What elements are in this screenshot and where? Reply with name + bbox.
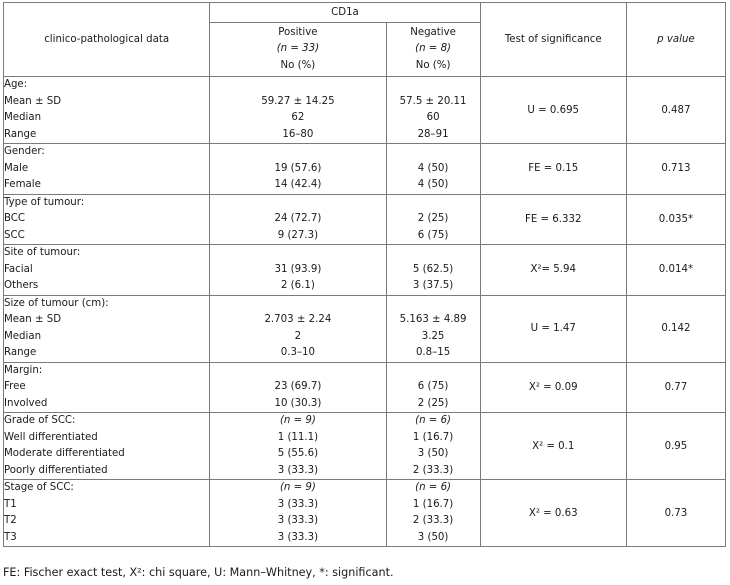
negative-value: 57.5 ± 20.11 bbox=[399, 95, 467, 107]
negative-value: 6 (75) bbox=[417, 381, 449, 392]
spacer bbox=[387, 363, 480, 380]
row-sublabel: Range bbox=[4, 347, 37, 358]
table-row bbox=[4, 413, 726, 480]
negative-n: (n = 8) bbox=[415, 43, 452, 55]
row-title: Site of tumour: bbox=[4, 247, 81, 258]
negative-values bbox=[386, 77, 480, 144]
row-labels bbox=[4, 194, 210, 245]
spacer bbox=[210, 363, 385, 380]
test-of-significance bbox=[480, 245, 626, 296]
negative-value: 5.163 ± 4.89 bbox=[399, 314, 467, 325]
negative-value: 5 (62.5) bbox=[412, 263, 454, 275]
positive-subgroup-n: (n = 9) bbox=[279, 482, 316, 493]
positive-values bbox=[210, 77, 386, 144]
positive-value: 14 (42.4) bbox=[274, 179, 322, 190]
positive-n: (n = 33) bbox=[276, 43, 320, 55]
row-sublabel: Well differentiated bbox=[4, 431, 98, 443]
spacer bbox=[210, 245, 385, 262]
positive-label: Positive bbox=[278, 26, 318, 38]
row-labels bbox=[4, 295, 210, 362]
negative-values bbox=[386, 480, 480, 547]
negative-value: 1 (16.7) bbox=[412, 498, 454, 510]
table-row bbox=[4, 144, 726, 195]
test-of-significance bbox=[480, 144, 626, 195]
negative-values bbox=[386, 362, 480, 413]
negative-values bbox=[386, 144, 480, 195]
p-value-text: 0.487 bbox=[661, 104, 691, 116]
positive-unit: No (%) bbox=[280, 59, 316, 71]
positive-value: 2 (6.1) bbox=[280, 280, 315, 291]
row-sublabel: Median bbox=[4, 112, 42, 123]
negative-value: 3 (50) bbox=[417, 531, 449, 543]
row-title: Stage of SCC: bbox=[4, 482, 74, 493]
positive-value: 3 (33.3) bbox=[277, 498, 319, 510]
spacer bbox=[210, 296, 385, 313]
table-header bbox=[4, 3, 726, 77]
negative-value: 2 (33.3) bbox=[412, 464, 454, 476]
test-value: U = 0.695 bbox=[527, 104, 580, 116]
row-sublabel: Facial bbox=[4, 263, 33, 275]
table-container bbox=[3, 2, 726, 547]
row-title: Grade of SCC: bbox=[4, 415, 76, 426]
pvalue-header bbox=[626, 3, 725, 77]
negative-value: 28–91 bbox=[417, 128, 449, 140]
cd1a-header-label: CD1a bbox=[331, 7, 359, 18]
clinico-header-label: clinico-pathological data bbox=[44, 34, 170, 45]
positive-value: 59.27 ± 14.25 bbox=[261, 95, 335, 107]
test-value: FE = 6.332 bbox=[524, 213, 582, 225]
test-value: X² = 0.09 bbox=[528, 381, 578, 393]
positive-value: 1 (11.1) bbox=[277, 431, 319, 443]
test-value: FE = 0.15 bbox=[528, 163, 579, 175]
negative-values bbox=[386, 413, 480, 480]
table-row bbox=[4, 362, 726, 413]
row-title: Size of tumour (cm): bbox=[4, 297, 109, 309]
row-sublabel: Male bbox=[4, 162, 29, 174]
positive-value: 24 (72.7) bbox=[274, 213, 322, 224]
p-value bbox=[626, 295, 725, 362]
positive-value: 2.703 ± 2.24 bbox=[264, 314, 332, 325]
p-value-text: 0.142 bbox=[661, 323, 691, 334]
negative-value: 1 (16.7) bbox=[412, 431, 454, 443]
negative-value: 2 (25) bbox=[417, 213, 449, 224]
positive-value: 10 (30.3) bbox=[274, 397, 322, 409]
negative-value: 6 (75) bbox=[417, 229, 449, 241]
spacer bbox=[387, 77, 480, 94]
negative-subgroup-n: (n = 6) bbox=[415, 415, 452, 426]
positive-value: 3 (33.3) bbox=[277, 531, 319, 543]
positive-header bbox=[210, 23, 386, 77]
spacer bbox=[210, 195, 385, 212]
row-sublabel: Mean ± SD bbox=[4, 314, 62, 325]
p-value bbox=[626, 194, 725, 245]
p-value bbox=[626, 77, 725, 144]
p-value bbox=[626, 144, 725, 195]
test-header bbox=[480, 3, 626, 77]
spacer bbox=[210, 144, 385, 161]
negative-value: 4 (50) bbox=[417, 179, 449, 190]
test-value: X² = 0.63 bbox=[528, 507, 578, 519]
positive-value: 3 (33.3) bbox=[277, 464, 319, 476]
positive-value: 31 (93.9) bbox=[274, 263, 322, 275]
p-value bbox=[626, 245, 725, 296]
positive-values bbox=[210, 245, 386, 296]
test-value: X² = 0.1 bbox=[532, 440, 575, 452]
p-value-text: 0.035* bbox=[658, 213, 694, 225]
negative-header bbox=[386, 23, 480, 77]
positive-value: 0.3–10 bbox=[280, 347, 316, 358]
p-value-text: 0.014* bbox=[658, 264, 694, 276]
test-of-significance bbox=[480, 413, 626, 480]
positive-value: 5 (55.6) bbox=[277, 448, 319, 459]
negative-values bbox=[386, 245, 480, 296]
negative-values bbox=[386, 295, 480, 362]
test-of-significance bbox=[480, 194, 626, 245]
negative-value: 3 (50) bbox=[417, 448, 449, 459]
negative-value: 4 (50) bbox=[417, 162, 449, 174]
negative-values bbox=[386, 194, 480, 245]
row-sublabel: T1 bbox=[4, 498, 17, 510]
p-value bbox=[626, 480, 725, 547]
spacer bbox=[387, 245, 480, 262]
negative-value: 2 (25) bbox=[417, 397, 449, 409]
test-value: X²= 5.94 bbox=[530, 264, 576, 276]
negative-subgroup-n: (n = 6) bbox=[415, 482, 452, 493]
row-sublabel: Range bbox=[4, 128, 37, 140]
row-sublabel: SCC bbox=[4, 229, 25, 241]
pvalue-header-label: p value bbox=[657, 34, 695, 45]
negative-label: Negative bbox=[410, 26, 456, 38]
negative-unit: No (%) bbox=[415, 59, 451, 71]
row-labels bbox=[4, 413, 210, 480]
clinicopathological-table bbox=[3, 2, 726, 547]
spacer bbox=[387, 296, 480, 313]
row-sublabel: Moderate differentiated bbox=[4, 448, 125, 459]
positive-value: 3 (33.3) bbox=[277, 515, 319, 526]
positive-values bbox=[210, 194, 386, 245]
table-body bbox=[4, 77, 726, 547]
row-sublabel: Others bbox=[4, 280, 39, 291]
negative-value: 2 (33.3) bbox=[412, 515, 454, 526]
p-value-text: 0.95 bbox=[664, 440, 688, 452]
row-title: Age: bbox=[4, 79, 28, 90]
test-of-significance bbox=[480, 77, 626, 144]
test-of-significance bbox=[480, 362, 626, 413]
test-of-significance bbox=[480, 295, 626, 362]
positive-values bbox=[210, 144, 386, 195]
row-labels bbox=[4, 144, 210, 195]
positive-value: 19 (57.6) bbox=[274, 162, 322, 174]
row-sublabel: Mean ± SD bbox=[4, 95, 62, 107]
row-sublabel: Median bbox=[4, 330, 42, 342]
table-row bbox=[4, 77, 726, 144]
negative-value: 60 bbox=[426, 112, 440, 123]
spacer bbox=[387, 144, 480, 161]
cd1a-header bbox=[210, 3, 480, 23]
row-sublabel: T3 bbox=[4, 531, 17, 543]
row-labels bbox=[4, 245, 210, 296]
test-header-label: Test of significance bbox=[504, 34, 602, 45]
positive-values bbox=[210, 362, 386, 413]
positive-value: 2 bbox=[294, 330, 302, 342]
p-value bbox=[626, 413, 725, 480]
p-value-text: 0.77 bbox=[664, 381, 688, 393]
table-row bbox=[4, 295, 726, 362]
footnote-text: FE: Fischer exact test, X²: chi square, U: Mann–Whitney, *: significant. bbox=[3, 566, 394, 579]
positive-values bbox=[210, 413, 386, 480]
positive-value: 23 (69.7) bbox=[274, 381, 322, 392]
row-sublabel: Involved bbox=[4, 397, 48, 409]
row-sublabel: Poorly differentiated bbox=[4, 464, 108, 476]
row-title: Gender: bbox=[4, 146, 45, 157]
table-row bbox=[4, 194, 726, 245]
table-row bbox=[4, 480, 726, 547]
p-value bbox=[626, 362, 725, 413]
row-sublabel: BCC bbox=[4, 213, 26, 224]
positive-value: 62 bbox=[291, 112, 305, 123]
negative-value: 3 (37.5) bbox=[412, 280, 454, 291]
positive-values bbox=[210, 480, 386, 547]
row-title: Type of tumour: bbox=[4, 196, 85, 208]
row-labels bbox=[4, 77, 210, 144]
negative-value: 3.25 bbox=[421, 330, 445, 342]
table-row bbox=[4, 245, 726, 296]
p-value-text: 0.73 bbox=[664, 507, 688, 519]
row-sublabel: T2 bbox=[4, 515, 17, 526]
spacer bbox=[210, 77, 385, 94]
negative-value: 0.8–15 bbox=[415, 347, 451, 358]
row-sublabel: Free bbox=[4, 381, 26, 392]
spacer bbox=[387, 195, 480, 212]
positive-value: 9 (27.3) bbox=[277, 229, 319, 241]
positive-value: 16–80 bbox=[282, 128, 314, 140]
clinico-header bbox=[4, 3, 210, 77]
row-title: Margin: bbox=[4, 364, 43, 376]
row-labels bbox=[4, 480, 210, 547]
test-value: U = 1.47 bbox=[530, 323, 576, 334]
row-labels bbox=[4, 362, 210, 413]
positive-subgroup-n: (n = 9) bbox=[279, 415, 316, 426]
p-value-text: 0.713 bbox=[661, 163, 691, 175]
row-sublabel: Female bbox=[4, 179, 41, 190]
positive-values bbox=[210, 295, 386, 362]
test-of-significance bbox=[480, 480, 626, 547]
footnote bbox=[3, 566, 394, 579]
